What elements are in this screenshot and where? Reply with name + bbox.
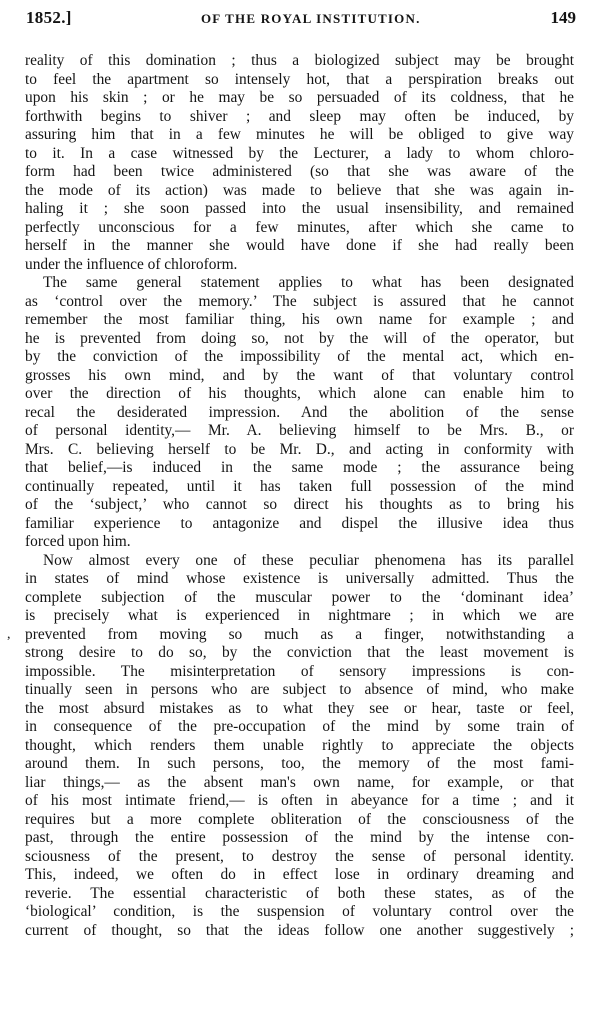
- text-line: tinually seen in persons who are subject to absence of mind, who make: [25, 681, 574, 698]
- page-number: 149: [550, 8, 576, 27]
- text-line: This, indeed, we often do in effect lose in ordinary dreaming and: [25, 866, 574, 883]
- body-text: [25, 52, 574, 940]
- text-line: liar things,— as the absent man's own name, for example, or that: [25, 773, 574, 791]
- text-line: as ‘control over the memory.’ The subject is assured that he cannot: [25, 292, 574, 310]
- text-line: reverie. The essential characteristic of both these states, as of the: [25, 884, 574, 902]
- text-line: familiar experience to antagonize and dispel the illusive idea thus: [25, 514, 574, 532]
- running-head: [26, 8, 576, 32]
- text-line: he is prevented from doing so, not by the will of the operator, but: [25, 329, 574, 347]
- text-line: Mrs. C. believing herself to be Mr. D., and acting in conformity with: [25, 440, 574, 458]
- text-line: Now almost every one of these peculiar phenomena has its parallel: [43, 551, 574, 569]
- text-line: around them. In such persons, too, the memory of the most fami-: [25, 755, 574, 772]
- text-line: by the conviction of the impossibility of the mental act, which en-: [25, 348, 574, 365]
- text-line: recal the desiderated impression. And the abolition of the sense: [25, 403, 574, 421]
- text-line: to feel the apartment so intensely hot, that a perspiration breaks out: [25, 70, 574, 88]
- text-line: in consequence of the pre-occupation of the mind by some train of: [25, 718, 574, 735]
- text-line: remember the most familiar thing, his own name for example ; and: [25, 311, 574, 328]
- text-line: requires but a more complete obliteration of the consciousness of the: [25, 810, 574, 828]
- text-line: to it. In a case witnessed by the Lecturer, a lady to whom chloro-: [25, 144, 574, 162]
- text-line: reality of this domination ; thus a biologized subject may be brought: [25, 52, 574, 69]
- text-line: that belief,—is induced in the same mode ; the assurance being: [25, 459, 574, 476]
- text-line: of the ‘subject,’ who cannot so direct his thoughts as to bring his: [25, 496, 574, 513]
- text-line: of personal identity,— Mr. A. believing himself to be Mrs. B., or: [25, 422, 574, 439]
- header-title: OF THE ROYAL INSTITUTION.: [201, 11, 421, 26]
- text-line: herself in the manner she would have done if she had really been: [25, 237, 574, 254]
- text-line: sciousness of the present, to destroy the sense of personal identity.: [25, 847, 574, 865]
- text-line: upon his skin ; or he may be so persuaded of its coldness, that he: [25, 89, 574, 106]
- text-line: forthwith begins to shiver ; and sleep may often be induced, by: [25, 107, 574, 125]
- text-line: forced upon him.: [25, 533, 131, 550]
- text-line: prevented from moving so much as a finger, notwithstanding a: [25, 625, 574, 643]
- text-line: haling it ; she soon passed into the usual insensibility, and remained: [25, 200, 574, 217]
- text-line: complete subjection of the muscular power to the ‘dominant idea’: [25, 588, 574, 606]
- header-year: 1852.]: [26, 8, 72, 27]
- text-line: current of thought, so that the ideas follow one another suggestively ;: [25, 921, 574, 939]
- text-line: the most absurd mistakes as to what they see or hear, taste or feel,: [25, 699, 574, 717]
- margin-mark: ,: [7, 627, 11, 642]
- text-line: impossible. The misinterpretation of sensory impressions is con-: [25, 662, 574, 680]
- text-line: assuring him that in a few minutes he will be obliged to give way: [25, 126, 574, 143]
- text-line: The same general statement applies to what has been designated: [43, 274, 574, 291]
- text-line: is precisely what is experienced in nightmare ; in which we are: [25, 607, 574, 624]
- text-line: thought, which renders them unable rightly to appreciate the objects: [25, 736, 574, 754]
- text-line: past, through the entire possession of the mind by the intense con-: [25, 829, 574, 846]
- text-line: ‘biological’ condition, is the suspension of voluntary control over the: [25, 903, 574, 920]
- text-line: form had been twice administered (so that she was aware of the: [25, 163, 574, 180]
- text-line: grosses his own mind, and by the want of that voluntary control: [25, 366, 574, 384]
- text-line: under the influence of chloroform.: [25, 255, 238, 273]
- text-line: over the direction of his thoughts, which alone can enable him to: [25, 385, 574, 402]
- text-line: perfectly unconscious for a few minutes, after which she came to: [25, 218, 574, 236]
- text-line: the mode of its action) was made to believe that she was again in-: [25, 181, 574, 199]
- text-line: in states of mind whose existence is universally admitted. Thus the: [25, 570, 574, 587]
- text-line: of his most intimate friend,— is often in abeyance for a time ; and it: [25, 792, 574, 809]
- text-line: strong desire to do so, by the conviction that the least movement is: [25, 644, 574, 661]
- text-line: continually repeated, until it has taken full possession of the mind: [25, 477, 574, 495]
